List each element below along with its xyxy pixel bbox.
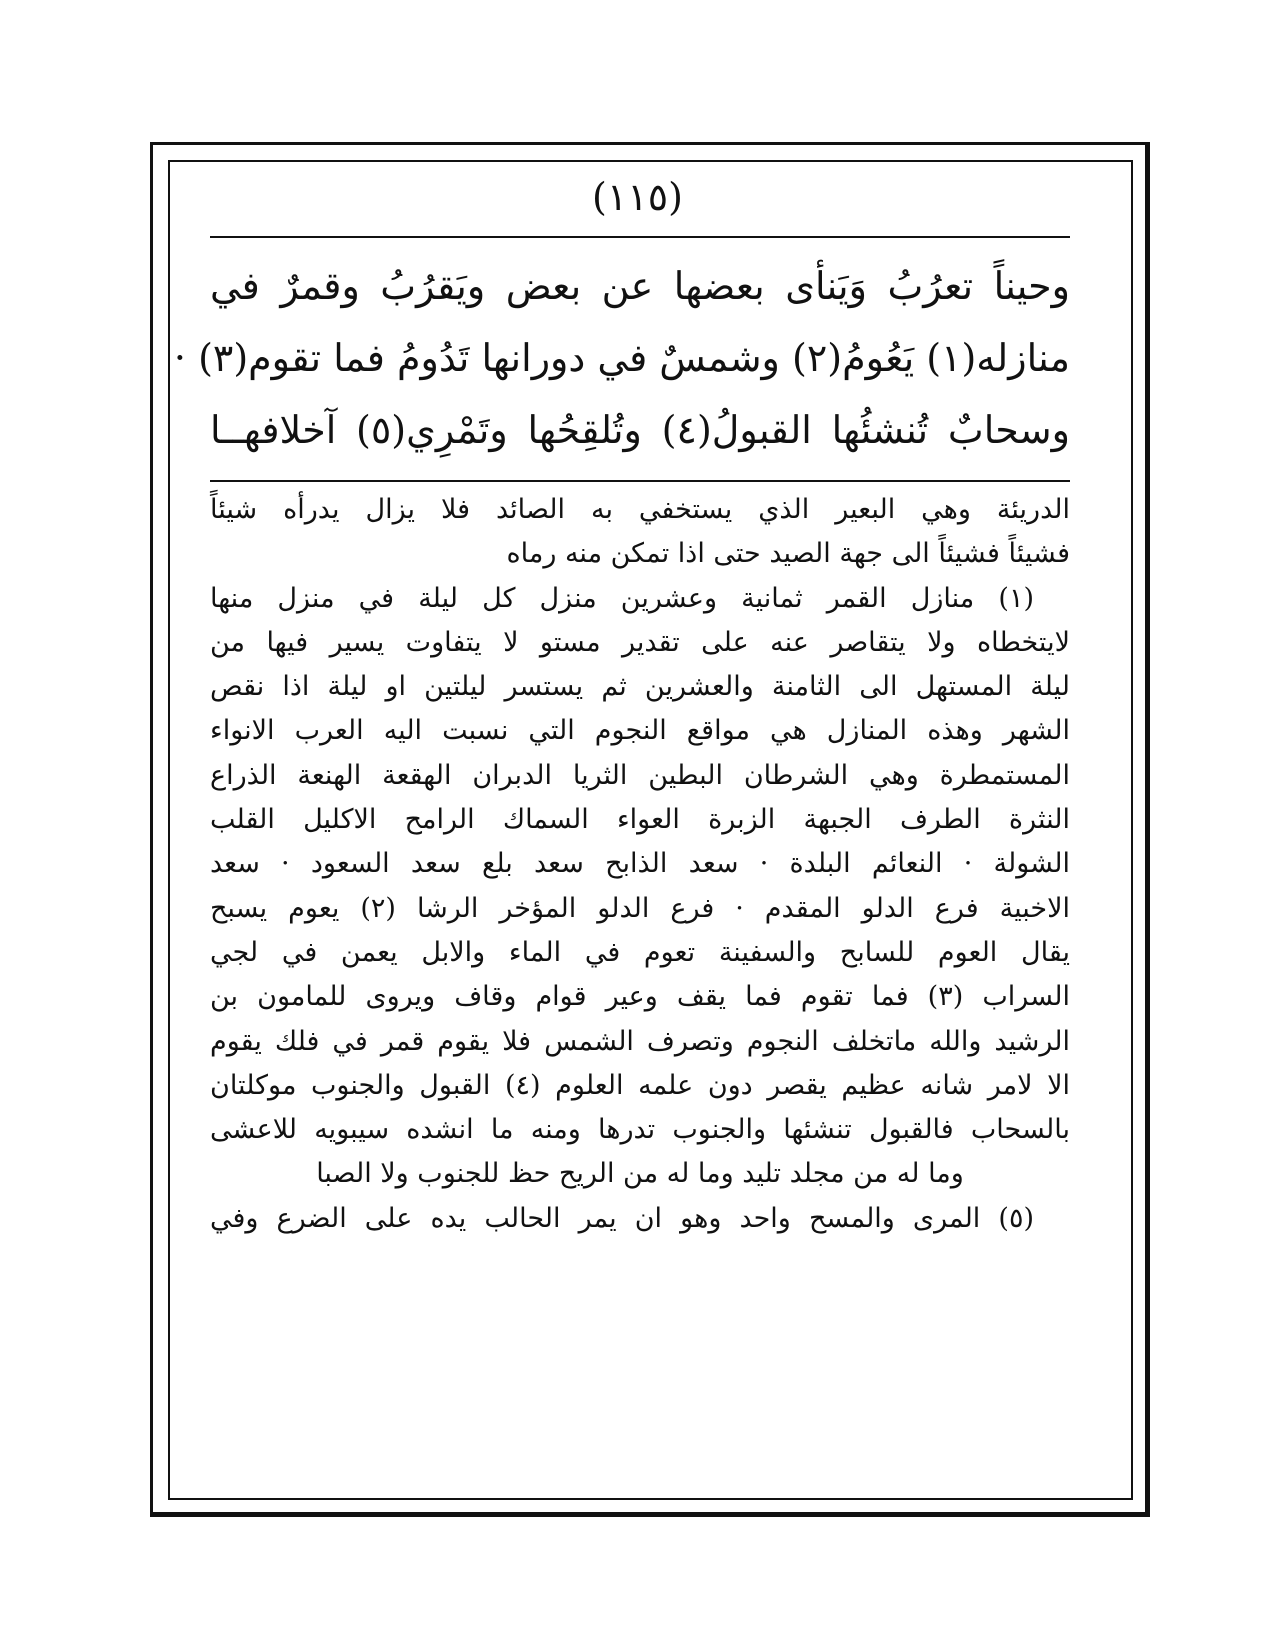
footnote-verse-line: وما له من مجلد تليد وما له من الريح حظ للجنوب ولا الصبا — [316, 1158, 964, 1190]
footnotes — [210, 488, 1070, 1241]
header-rule — [210, 236, 1070, 238]
footnote-line: الدريئة وهي البعير الذي يستخفي به الصائد فلا يزال يدرأه شيئاً — [210, 494, 1070, 525]
footnote-line: الاخبية فرع الدلو المقدم · فرع الدلو المؤخر الرشا (٢) يعوم يسبح — [210, 892, 1070, 924]
footnote-line: ليلة المستهل الى الثامنة والعشرين ثم يستسر ليلتين او ليلة اذا نقص — [210, 671, 1070, 703]
page-number: (١١٥) — [592, 175, 683, 219]
footnote-line: السراب (٣) فما تقوم فما يقف وعير قوام وقاف ويروى للمامون بن — [210, 981, 1071, 1013]
footnote-separator-rule — [210, 480, 1070, 482]
main-text — [173, 250, 1070, 466]
footnote-line: الشولة · النعائم البلدة · سعد الذابح سعد بلع سعد السعود · سعد — [210, 848, 1070, 880]
footnote-line: يقال العوم للسابح والسفينة تعوم في الماء والابل يعمن في لجي — [210, 936, 1070, 968]
footnote-line: فشيئاً فشيئاً الى جهة الصيد حتى اذا تمكن منه رماه — [506, 538, 1070, 570]
footnote-line: (٥) المرى والمسح واحد وهو ان يمر الحالب يده على الضرع وفي — [210, 1202, 1034, 1234]
footnote-line: لايتخطاه ولا يتقاصر عنه على تقدير مستو لا يتفاوت يسير فيها من — [210, 626, 1070, 658]
main-text-line: وحيناً تعرُبُ وَيَنأى بعضها عن بعض ويَقرُبُ وقمرٌ في — [210, 264, 1070, 308]
footnote-line: الرشيد والله ماتخلف النجوم وتصرف الشمس فلا يقوم قمر في فلك يقوم — [210, 1025, 1070, 1057]
main-text-line: وسحابٌ تُنشئُها القبولُ(٤) وتُلقِحُها وتَمْرِي(٥) آخلافهــا — [210, 408, 1070, 452]
footnote-line: المستمطرة وهي الشرطان البطين الثريا الدبران الهقعة الهنعة الذراع — [210, 759, 1070, 791]
footnote-line: (١) منازل القمر ثمانية وعشرين منزل كل ليلة في منزل منها — [210, 582, 1034, 614]
footnote-line: الا لامر شانه عظيم يقصر دون علمه العلوم (٤) القبول والجنوب موكلتان — [210, 1069, 1070, 1101]
footnote-line: بالسحاب فالقبول تنشئها والجنوب تدرها ومنه ما انشده سيبويه للاعشى — [210, 1114, 1070, 1146]
main-text-line: منازله(١) يَعُومُ(٢) وشمسٌ في دورانها تَدُومُ فما تقوم(٣) · — [173, 336, 1070, 380]
footnote-line: الشهر وهذه المنازل هي مواقع النجوم التي نسبت اليه العرب الانواء — [210, 715, 1070, 747]
footnote-line: النثرة الطرف الجبهة الزبرة العواء السماك الرامح الاكليل القلب — [210, 804, 1070, 836]
